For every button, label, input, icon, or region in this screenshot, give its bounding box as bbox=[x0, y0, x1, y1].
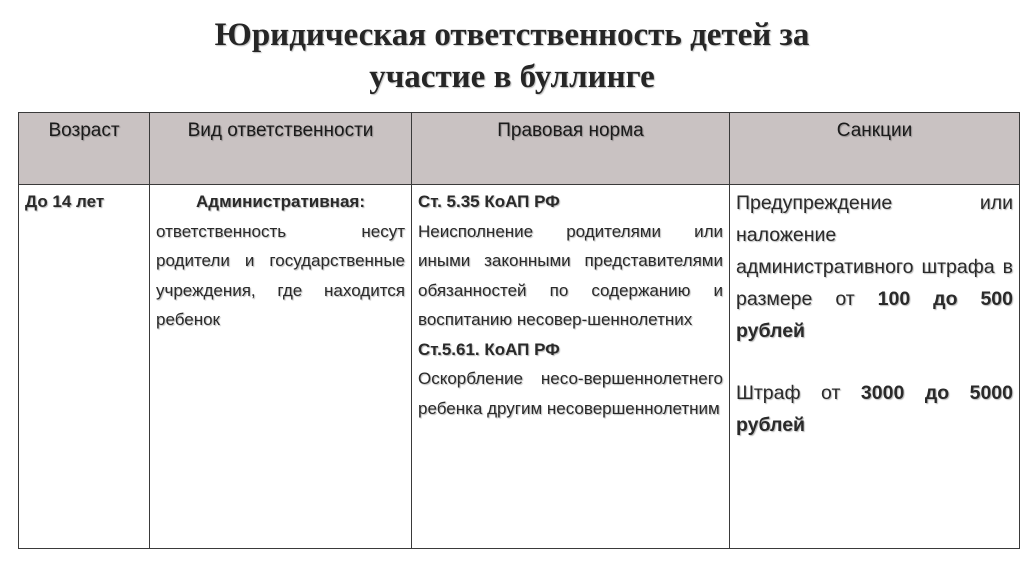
liability-table bbox=[18, 112, 1020, 549]
cell-responsibility bbox=[150, 185, 412, 549]
responsibility-description: ответственность несут родители и государственные учреждения, где находится ребенок bbox=[156, 221, 405, 329]
title-line-1: Юридическая ответственность детей за bbox=[214, 17, 810, 53]
header-legal-norm: Правовая норма bbox=[412, 113, 730, 185]
sanction-2-amount: 3000 до 5000 рублей bbox=[736, 382, 1013, 436]
table-row bbox=[19, 185, 1020, 549]
responsibility-type: Административная: bbox=[196, 192, 365, 211]
header-sanctions: Санкции bbox=[730, 113, 1020, 185]
header-age: Возраст bbox=[19, 113, 150, 185]
norm-2-title: Ст.5.61. КоАП РФ bbox=[418, 339, 560, 359]
sanction-1-amount: 100 до 500 рублей bbox=[736, 288, 1013, 342]
cell-legal-norm bbox=[412, 185, 730, 549]
table-header-row bbox=[19, 113, 1020, 185]
sanction-1-text: Предупреждение или наложение административного штрафа в размере от bbox=[736, 192, 1013, 310]
header-responsibility-type: Вид ответственности bbox=[150, 113, 412, 185]
sanction-2-prefix: Штраф от bbox=[736, 382, 841, 404]
slide-title bbox=[0, 14, 1024, 98]
norm-2-text: Оскорбление несо-вершеннолетнего ребенка другим несовершеннолетним bbox=[418, 369, 723, 418]
norm-1-text: Неисполнение родителями или иными законными представителями обязанностей по содержанию и воспитанию несовер-шеннолетних bbox=[418, 221, 723, 329]
title-line-2: участие в буллинге bbox=[369, 59, 655, 95]
cell-sanctions bbox=[730, 185, 1020, 549]
sanction-spacer bbox=[736, 347, 1013, 377]
cell-age: До 14 лет bbox=[19, 185, 150, 549]
norm-1-title: Ст. 5.35 КоАП РФ bbox=[418, 192, 560, 211]
